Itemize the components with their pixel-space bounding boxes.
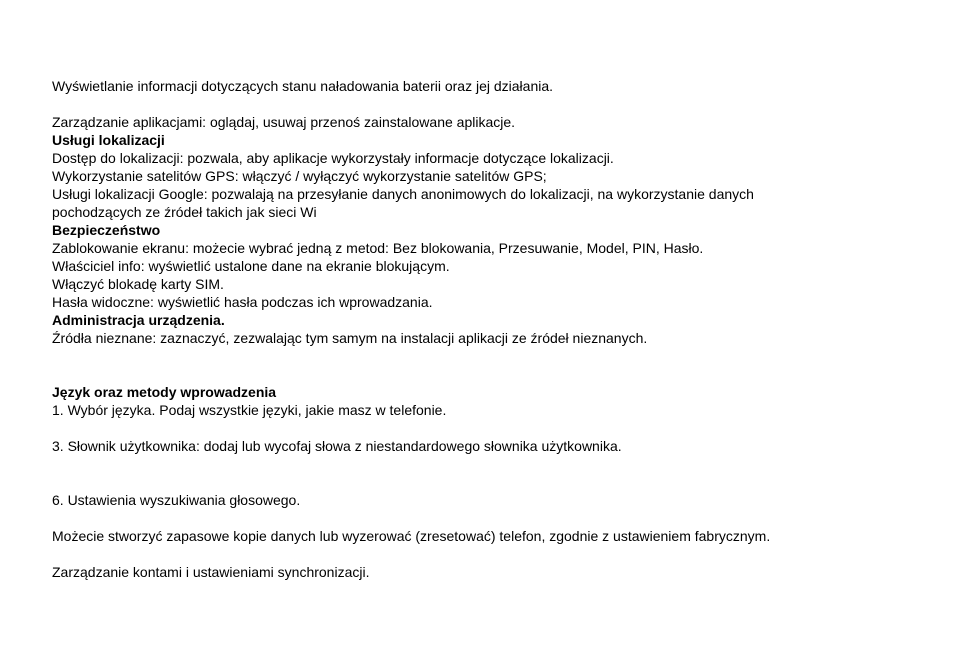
document-page — [52, 77, 932, 581]
language-item-6: 6. Ustawienia wyszukiwania głosowego. — [52, 492, 301, 508]
battery-paragraph: Wyświetlanie informacji dotyczących stanu naładowania baterii oraz jej działania. — [52, 78, 554, 94]
spacer — [52, 419, 932, 437]
spacer — [52, 455, 932, 491]
google-location-paragraph: Usługi lokalizacji Google: pozwalają na przesyłanie danych anonimowych do lokalizacji, na wykorzystanie danych pochodzących ze źródeł takich jak sieci Wi — [52, 186, 754, 220]
location-heading: Usługi lokalizacji — [52, 132, 165, 148]
owner-info-paragraph: Właściciel info: wyświetlić ustalone dane na ekranie blokującym. — [52, 258, 450, 274]
language-heading: Język oraz metody wprowadzenia — [52, 384, 277, 400]
unknown-sources-paragraph: Źródła nieznane: zaznaczyć, zezwalając tym samym na instalacji aplikacji ze źródeł nieznanych. — [52, 330, 648, 346]
language-item-3: 3. Słownik użytkownika: dodaj lub wycofaj słowa z niestandardowego słownika użytkownika. — [52, 438, 622, 454]
sim-lock-paragraph: Włączyć blokadę karty SIM. — [52, 276, 224, 292]
location-access-paragraph: Dostęp do lokalizacji: pozwala, aby aplikacje wykorzystały informacje dotyczące lokalizacji. — [52, 150, 614, 166]
spacer — [52, 347, 932, 383]
spacer — [52, 545, 932, 563]
apps-paragraph: Zarządzanie aplikacjami: oglądaj, usuwaj przenoś zainstalowane aplikacje. — [52, 114, 516, 130]
screen-lock-paragraph: Zablokowanie ekranu: możecie wybrać jedną z metod: Bez blokowania, Przesuwanie, Model, PIN, Hasło. — [52, 240, 704, 256]
security-heading: Bezpieczeństwo — [52, 222, 161, 238]
language-item-1: 1. Wybór języka. Podaj wszystkie języki, jakie masz w telefonie. — [52, 402, 447, 418]
spacer — [52, 95, 932, 113]
backup-paragraph: Możecie stworzyć zapasowe kopie danych lub wyzerować (zresetować) telefon, zgodnie z ustawieniem fabrycznym. — [52, 528, 771, 544]
spacer — [52, 509, 932, 527]
device-admin-heading: Administracja urządzenia. — [52, 312, 225, 328]
gps-paragraph: Wykorzystanie satelitów GPS: włączyć / wyłączyć wykorzystanie satelitów GPS; — [52, 168, 547, 184]
visible-passwords-paragraph: Hasła widoczne: wyświetlić hasła podczas ich wprowadzania. — [52, 294, 433, 310]
accounts-paragraph: Zarządzanie kontami i ustawieniami synchronizacji. — [52, 564, 370, 580]
